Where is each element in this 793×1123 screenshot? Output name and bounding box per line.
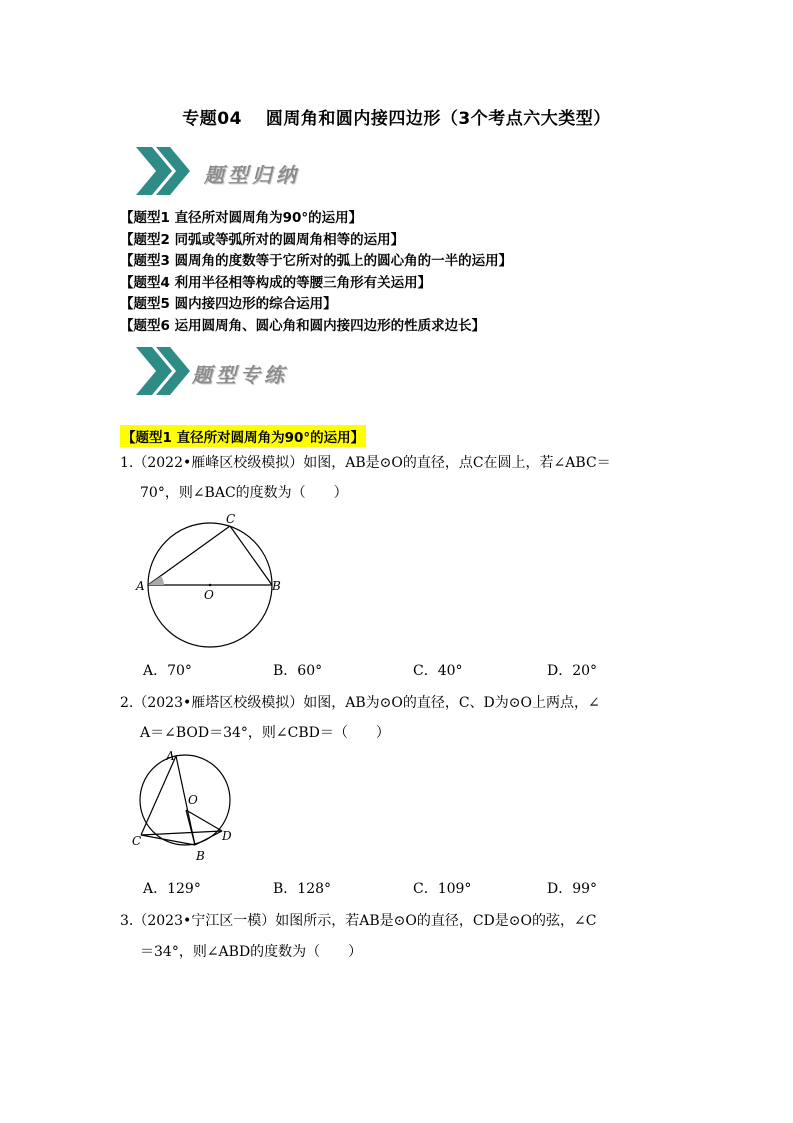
figure-q1 — [130, 508, 290, 650]
section-banner-summary — [130, 145, 360, 197]
toc-item: 【题型5 圆内接四边形的综合运用】 — [120, 296, 337, 312]
point-label: O — [204, 588, 214, 602]
point-label: A — [166, 749, 175, 763]
option-b[interactable]: B．60° — [273, 663, 323, 679]
option-a[interactable]: A．70° — [143, 663, 192, 679]
section-heading: 【题型1 直径所对圆周角为90°的运用】 — [120, 425, 366, 447]
question-2-line1: 2.（2023•雁塔区校级模拟）如图，AB为⊙O的直径，C、D为⊙O上两点，∠ — [120, 695, 600, 711]
toc-item: 【题型2 同弧或等弧所对的圆周角相等的运用】 — [120, 231, 405, 248]
question-2-line2: A＝∠BOD＝34°，则∠CBD＝（ ） — [140, 725, 390, 741]
toc-item: 【题型1 直径所对圆周角为90°的运用】 — [120, 210, 363, 226]
point-label: O — [188, 793, 198, 807]
question-3-line1: 3.（2023•宁江区一模）如图所示，若AB是⊙O的直径，CD是⊙O的弦，∠C — [120, 913, 597, 929]
point-label: D — [222, 829, 232, 843]
section-banner-practice — [130, 345, 360, 397]
toc-list — [120, 208, 512, 337]
question-1-line2: 70°，则∠BAC的度数为（ ） — [140, 485, 348, 501]
point-label: C — [132, 834, 142, 848]
question-1-line1: 1.（2022•雁峰区校级模拟）如图，AB是⊙O的直径，点C在圆上，若∠ABC＝ — [120, 455, 611, 471]
toc-item: 【题型4 利用半径相等构成的等腰三角形有关运用】 — [120, 274, 432, 291]
option-c[interactable]: C．40° — [413, 663, 463, 679]
option-b[interactable]: B．128° — [273, 881, 332, 897]
banner-title: 题型归纳 — [204, 163, 300, 187]
option-d[interactable]: D．20° — [547, 663, 598, 679]
double-chevron-icon — [134, 145, 194, 197]
figure-q2 — [130, 748, 240, 868]
option-d[interactable]: D．99° — [547, 881, 598, 897]
point-label: B — [196, 849, 205, 863]
option-c[interactable]: C．109° — [413, 881, 472, 897]
point-label: A — [136, 579, 145, 593]
point-label: B — [272, 579, 281, 593]
double-chevron-icon — [134, 345, 194, 397]
question-3-line2: ＝34°，则∠ABD的度数为（ ） — [140, 944, 363, 960]
toc-item: 【题型3 圆周角的度数等于它所对的弧上的圆心角的一半的运用】 — [120, 253, 513, 269]
point-label: C — [226, 512, 236, 526]
banner-title: 题型专练 — [192, 363, 288, 387]
page-title: 专题04 圆周角和圆内接四边形（3个考点六大类型） — [182, 109, 611, 129]
option-a[interactable]: A．129° — [143, 881, 201, 897]
toc-item: 【题型6 运用圆周角、圆心角和圆内接四边形的性质求边长】 — [120, 317, 486, 334]
